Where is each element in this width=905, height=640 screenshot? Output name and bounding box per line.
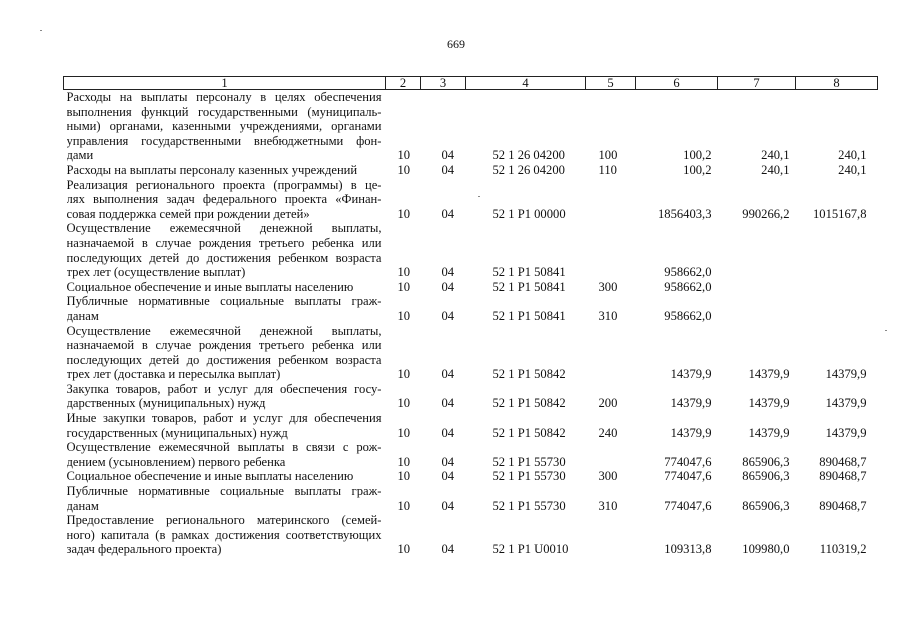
header-col-8: 8 [796,77,878,90]
subsection-code: 04 [441,396,455,411]
row-description [64,90,386,163]
amount-year-2 [718,221,796,279]
description-line: государственных (муниципальных) нужд [66,425,288,440]
section-code: 10 [397,367,411,382]
table-row [64,280,878,295]
subsection-code: 04 [441,148,455,163]
amount-year-3: 14379,9 [825,367,867,382]
row-description [64,440,386,469]
expense-type-code: 100 [598,148,618,163]
header-col-5: 5 [586,77,636,90]
description-line: Публичные нормативные социальные выплаты граж- [66,484,382,499]
description-line: данам [66,308,99,323]
section-code: 10 [397,396,411,411]
expense-type-code: 300 [598,279,618,294]
expense-type-code [586,178,636,222]
row-description [64,382,386,411]
subsection-code: 04 [441,162,455,177]
column-number-header [64,77,878,90]
section-code: 10 [397,308,411,323]
description-line: назначаемой в случае рождения третьего ребенка или [66,235,382,250]
description-line: Социальное обеспечение и иные выплаты населению [66,469,354,484]
description-line: Социальное обеспечение и иные выплаты населению [66,279,354,294]
expense-type-code [586,440,636,469]
table-row [64,324,878,382]
description-line: ными) органами, казенными учреждениями, органами [66,119,382,134]
description-line: последующих детей до достижения ребенком возраста [66,352,382,367]
section-code: 10 [397,542,411,557]
description-line: Осуществление ежемесячной денежной выплаты, [66,221,382,236]
description-line: совая поддержка семей при рождении детей» [66,206,310,221]
scan-speck [885,330,887,331]
amount-year-1: 774047,6 [664,454,712,469]
amount-year-3: 14379,9 [825,396,867,411]
section-code: 10 [397,206,411,221]
amount-year-3 [796,294,878,323]
section-code: 10 [397,148,411,163]
expense-type-code: 300 [598,469,618,484]
description-line: управления государственными внебюджетными фон- [66,133,382,148]
description-line: Публичные нормативные социальные выплаты граж- [66,294,382,309]
target-article-code: 52 1 P1 00000 [492,206,566,221]
table-row [64,178,878,222]
expense-type-code: 110 [598,162,617,177]
amount-year-2 [718,294,796,323]
amount-year-2: 109980,0 [742,542,790,557]
description-line: Расходы на выплаты персоналу в целях обеспечения [66,90,382,104]
description-line: дарственных (муниципальных) нужд [66,396,266,411]
subsection-code: 04 [441,425,455,440]
subsection-code: 04 [441,454,455,469]
amount-year-1: 14379,9 [670,396,712,411]
description-line: ного) капитала (в рамках достижения соответствующих [66,527,382,542]
target-article-code: 52 1 26 04200 [492,162,565,177]
row-description [64,411,386,440]
amount-year-2: 14379,9 [748,367,790,382]
amount-year-1: 100,2 [683,162,712,177]
target-article-code: 52 1 P1 55730 [492,454,566,469]
table-row [64,382,878,411]
expense-type-code: 310 [598,498,618,513]
header-col-6: 6 [636,77,718,90]
subsection-code: 04 [441,308,455,323]
target-article-code: 52 1 P1 50842 [492,396,566,411]
amount-year-2: 14379,9 [748,425,790,440]
target-article-code: 52 1 26 04200 [492,148,565,163]
subsection-code: 04 [441,206,455,221]
expense-type-code: 240 [598,425,618,440]
amount-year-2: 990266,2 [742,206,790,221]
description-line: дением (усыновлением) первого ребенка [66,454,286,469]
description-line: Осуществление ежемесячной выплаты в связи с рож- [66,440,382,455]
amount-year-3: 890468,7 [819,469,867,484]
row-description [64,513,386,557]
row-description [64,294,386,323]
amount-year-2: 14379,9 [748,396,790,411]
description-line: выполнения функций государственными (муниципаль- [66,104,382,119]
amount-year-3: 890468,7 [819,498,867,513]
amount-year-2 [718,280,796,295]
table-row [64,294,878,323]
amount-year-1: 958662,0 [664,308,712,323]
amount-year-1: 958662,0 [664,265,712,280]
header-col-4: 4 [466,77,586,90]
expense-type-code [586,221,636,279]
section-code: 10 [397,469,411,484]
section-code: 10 [397,162,411,177]
subsection-code: 04 [441,469,455,484]
scan-speck [40,30,42,31]
subsection-code: 04 [441,498,455,513]
table-body [64,90,878,558]
expense-type-code [586,324,636,382]
description-line: Расходы на выплаты персоналу казенных учреждений [66,162,358,177]
amount-year-3: 240,1 [838,148,867,163]
amount-year-2: 865906,3 [742,469,790,484]
description-line: данам [66,498,99,513]
amount-year-3: 110319,2 [819,542,867,557]
section-code: 10 [397,498,411,513]
subsection-code: 04 [441,542,455,557]
amount-year-3: 240,1 [838,162,867,177]
amount-year-1: 774047,6 [664,469,712,484]
scan-speck [478,196,480,197]
expense-type-code: 200 [598,396,618,411]
table-row [64,440,878,469]
amount-year-2: 240,1 [761,162,790,177]
table-row [64,469,878,484]
target-article-code: 52 1 P1 55730 [492,469,566,484]
amount-year-1: 14379,9 [670,367,712,382]
section-code: 10 [397,454,411,469]
description-line: назначаемой в случае рождения третьего ребенка или [66,338,382,353]
row-description [64,178,386,222]
row-description [64,324,386,382]
amount-year-3: 1015167,8 [812,206,867,221]
description-line: Предоставление регионального материнского (семей- [66,513,382,528]
row-description [64,163,386,178]
description-line: трех лет (осуществление выплат) [66,265,246,280]
header-col-3: 3 [421,77,466,90]
target-article-code: 52 1 P1 50841 [492,308,566,323]
amount-year-2: 865906,3 [742,454,790,469]
amount-year-3: 890468,7 [819,454,867,469]
amount-year-2: 865906,3 [742,498,790,513]
amount-year-1: 958662,0 [664,279,712,294]
budget-table [63,76,878,557]
amount-year-3 [796,280,878,295]
table-row [64,513,878,557]
target-article-code: 52 1 P1 55730 [492,498,566,513]
description-line: Реализация регионального проекта (программы) в це- [66,177,382,192]
description-line: Осуществление ежемесячной денежной выплаты, [66,323,382,338]
table-row [64,221,878,279]
page-number: 669 [447,37,465,51]
target-article-code: 52 1 P1 50841 [492,265,566,280]
table-row [64,411,878,440]
subsection-code: 04 [441,279,455,294]
section-code: 10 [397,425,411,440]
target-article-code: 52 1 P1 50842 [492,425,566,440]
description-line: лях выполнения задач федерального проекта «Финан- [66,192,382,207]
target-article-code: 52 1 P1 U0010 [492,542,569,557]
amount-year-1: 774047,6 [664,498,712,513]
section-code: 10 [397,279,411,294]
row-description [64,221,386,279]
table-row [64,90,878,163]
description-line: последующих детей до достижения ребенком возраста [66,250,382,265]
amount-year-1: 14379,9 [670,425,712,440]
header-col-2: 2 [386,77,421,90]
description-line: трех лет (доставка и пересылка выплат) [66,367,281,382]
subsection-code: 04 [441,265,455,280]
section-code: 10 [397,265,411,280]
description-line: дами [66,148,94,163]
expense-type-code [586,513,636,557]
header-col-1: 1 [64,77,386,90]
amount-year-1: 109313,8 [664,542,712,557]
description-line: Закупка товаров, работ и услуг для обеспечения госу- [66,381,382,396]
table-row [64,484,878,513]
amount-year-2: 240,1 [761,148,790,163]
row-description [64,469,386,484]
amount-year-3: 14379,9 [825,425,867,440]
amount-year-1: 1856403,3 [657,206,712,221]
subsection-code: 04 [441,367,455,382]
target-article-code: 52 1 P1 50842 [492,367,566,382]
description-line: задач федерального проекта) [66,542,222,557]
amount-year-1: 100,2 [683,148,712,163]
description-line: Иные закупки товаров, работ и услуг для обеспечения [66,411,382,426]
target-article-code: 52 1 P1 50841 [492,279,566,294]
header-col-7: 7 [718,77,796,90]
table-row [64,163,878,178]
amount-year-3 [796,221,878,279]
row-description [64,484,386,513]
expense-type-code: 310 [598,308,618,323]
row-description [64,280,386,295]
